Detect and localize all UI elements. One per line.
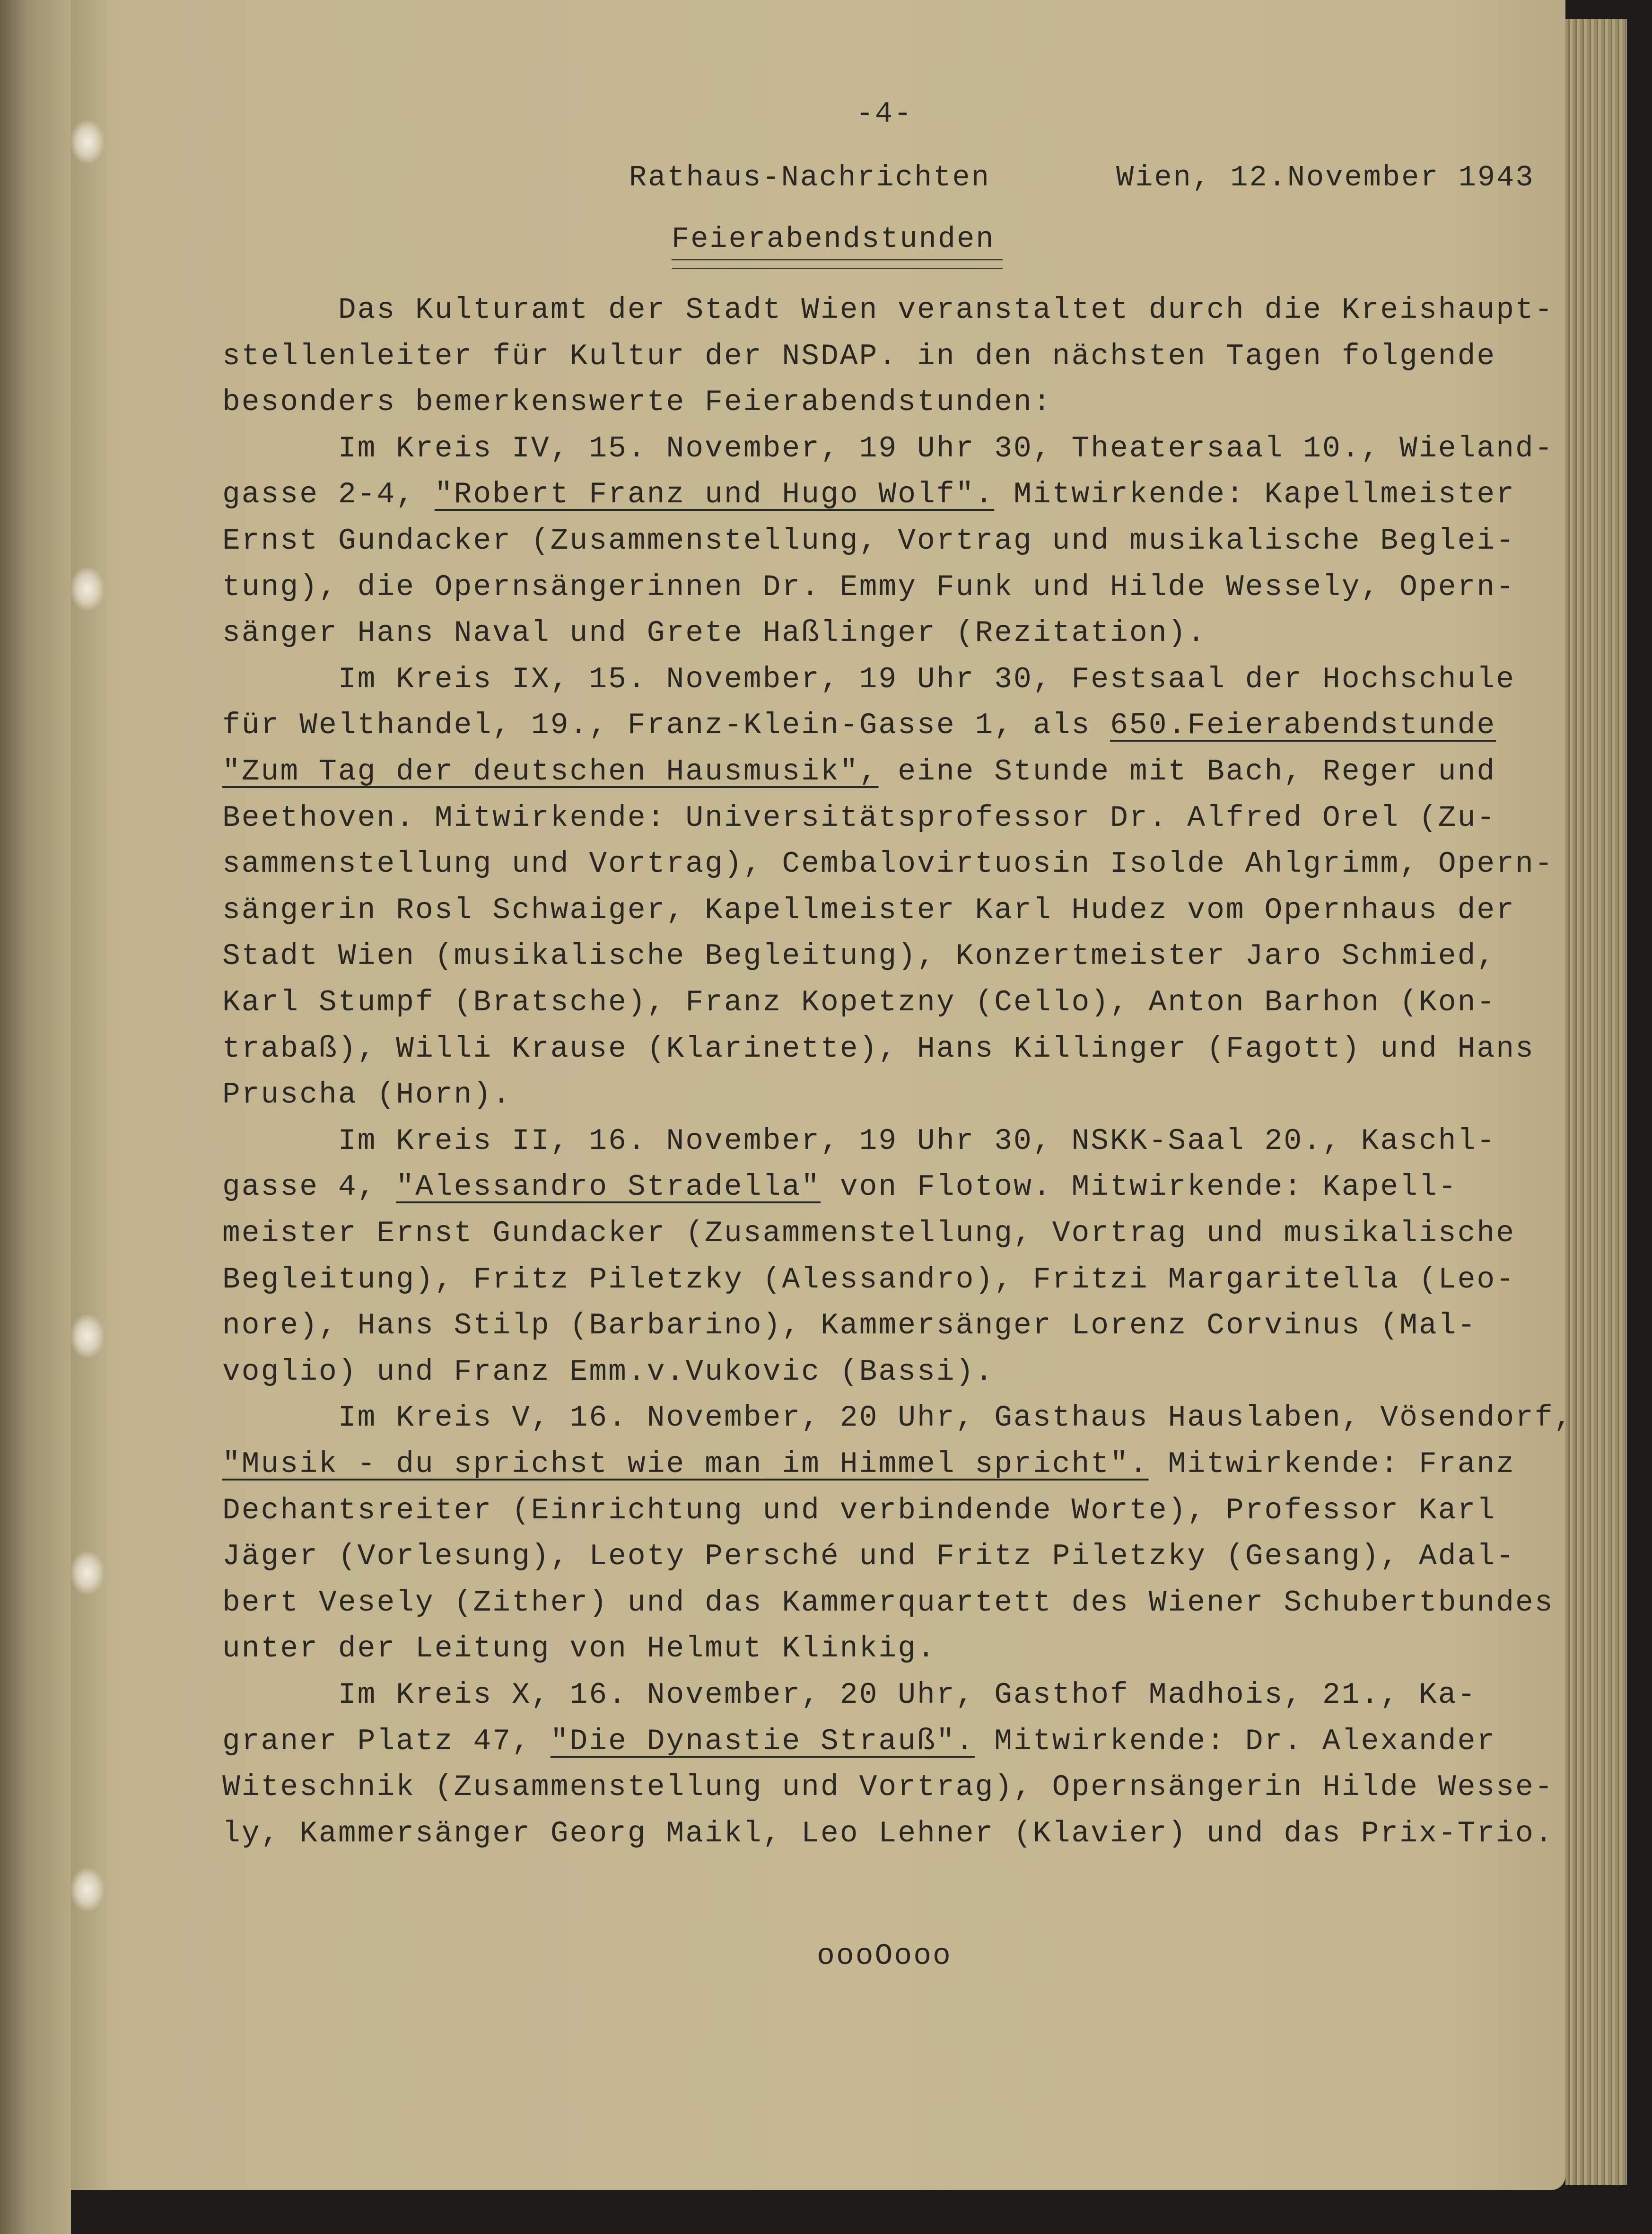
text-line: nore), Hans Stilp (Barbarino), Kammersänger Lorenz Corvinus (Mal- xyxy=(222,1309,1477,1343)
line-segment: Mitwirkende: Franz xyxy=(1148,1447,1516,1481)
text-line: Pruscha (Horn). xyxy=(222,1078,512,1112)
binding-thread-hole xyxy=(71,1551,104,1594)
text-line: unter der Leitung von Helmut Klinkig. xyxy=(222,1632,936,1666)
binding-thread-hole xyxy=(71,1868,104,1911)
text-line xyxy=(222,709,1496,742)
text-line: Begleitung), Fritz Piletzky (Alessandro), Fritzi Margaritella (Leo- xyxy=(222,1262,1516,1297)
text-line: sängerin Rosl Schwaiger, Kapellmeister Karl Hudez vom Opernhaus der xyxy=(222,893,1516,927)
text-line: meister Ernst Gundacker (Zusammenstellung, Vortrag und musikalische xyxy=(222,1217,1516,1250)
text-line xyxy=(222,1725,1496,1758)
typewritten-text xyxy=(222,85,1573,1977)
text-line xyxy=(222,1447,1515,1481)
text-line: ly, Kammersänger Georg Maikl, Leo Lehner (Klavier) und das Prix-Trio. xyxy=(222,1816,1554,1850)
text-line: besonders bemerkenswerte Feierabendstunden: xyxy=(222,385,1052,420)
text-line: Karl Stumpf (Bratsche), Franz Kopetzny (Cello), Anton Barhon (Kon- xyxy=(222,986,1496,1019)
text-line: trabaß), Willi Krause (Klarinette), Hans Killinger (Fagott) und Hans xyxy=(222,1032,1535,1066)
text-line: Im Kreis X, 16. November, 20 Uhr, Gasthof Madhois, 21., Ka- xyxy=(222,1678,1477,1712)
section-title: Feierabendstunden xyxy=(672,222,995,256)
binding-thread-hole xyxy=(71,568,104,610)
text-line xyxy=(222,755,1496,788)
text-line xyxy=(222,478,1515,511)
line-segment: eine Stunde mit Bach, Reger und xyxy=(878,755,1496,788)
text-line: bert Vesely (Zither) und das Kammerquartett des Wiener Schubertbundes xyxy=(222,1586,1554,1620)
underlined-event-title: "Robert Franz und Hugo Wolf". xyxy=(434,478,995,512)
line-segment: für Welthandel, 19., Franz-Klein-Gasse 1, als xyxy=(222,709,1110,743)
text-line xyxy=(222,1170,1458,1204)
title-double-underline xyxy=(672,259,1003,269)
left-page-edge xyxy=(0,0,71,2234)
text-line: Beethoven. Mitwirkende: Universitätsprofessor Dr. Alfred Orel (Zu- xyxy=(222,801,1496,835)
line-segment: graner Platz 47, xyxy=(222,1724,551,1758)
page-number: -4- xyxy=(856,97,913,131)
text-line: Witeschnik (Zusammenstellung und Vortrag), Opernsängerin Hilde Wesse- xyxy=(222,1770,1554,1805)
header-dateline: Wien, 12.November 1943 xyxy=(1116,161,1535,194)
underlined-event-title: "Alessandro Stradella" xyxy=(396,1170,821,1204)
line-segment: gasse 2-4, xyxy=(222,478,435,512)
text-line: tung), die Opernsängerinnen Dr. Emmy Funk und Hilde Wessely, Opern- xyxy=(222,570,1516,604)
text-line: sänger Hans Naval und Grete Haßlinger (Rezitation). xyxy=(222,616,1207,650)
text-line: Dechantsreiter (Einrichtung und verbindende Worte), Professor Karl xyxy=(222,1493,1496,1527)
text-line: sammenstellung und Vortrag), Cembalovirtuosin Isolde Ahlgrimm, Opern- xyxy=(222,847,1554,881)
line-segment: von Flotow. Mitwirkende: Kapell- xyxy=(821,1170,1458,1204)
text-line: Im Kreis V, 16. November, 20 Uhr, Gasthaus Hauslaben, Vösendorf, xyxy=(222,1401,1573,1435)
text-line: Das Kulturamt der Stadt Wien veranstaltet durch die Kreishaupt- xyxy=(222,293,1554,327)
binding-thread-hole xyxy=(71,121,104,163)
text-line: Stadt Wien (musikalische Begleitung), Konzertmeister Jaro Schmied, xyxy=(222,939,1496,973)
text-line: Im Kreis IV, 15. November, 19 Uhr 30, Theatersaal 10., Wieland- xyxy=(222,431,1554,465)
underlined-event-title: 650.Feierabendstunde xyxy=(1110,709,1496,743)
binding-thread-hole xyxy=(71,1315,104,1358)
text-line: stellenleiter für Kultur der NSDAP. in den nächsten Tagen folgende xyxy=(222,339,1496,373)
header-source: Rathaus-Nachrichten xyxy=(629,161,990,194)
text-line: voglio) und Franz Emm.v.Vukovic (Bassi). xyxy=(222,1355,995,1389)
underlined-event-title: "Die Dynastie Strauß". xyxy=(550,1724,975,1758)
line-segment: Mitwirkende: Dr. Alexander xyxy=(975,1724,1496,1758)
page-edges-stack xyxy=(1565,19,1627,2185)
text-line: Ernst Gundacker (Zusammenstellung, Vortrag und musikalische Beglei- xyxy=(222,524,1516,558)
text-line: Jäger (Vorlesung), Leoty Persché und Fritz Piletzky (Gesang), Adal- xyxy=(222,1540,1516,1574)
underlined-event-title: "Zum Tag der deutschen Hausmusik", xyxy=(222,755,879,788)
end-mark: oooOooo xyxy=(817,1939,952,1973)
text-line: Im Kreis II, 16. November, 19 Uhr 30, NSKK-Saal 20., Kaschl- xyxy=(222,1124,1496,1158)
line-segment: gasse 4, xyxy=(222,1170,396,1204)
underlined-event-title: "Musik - du sprichst wie man im Himmel spricht". xyxy=(222,1447,1149,1481)
line-segment: Mitwirkende: Kapellmeister xyxy=(994,478,1516,512)
text-line: Im Kreis IX, 15. November, 19 Uhr 30, Festsaal der Hochschule xyxy=(222,662,1516,696)
